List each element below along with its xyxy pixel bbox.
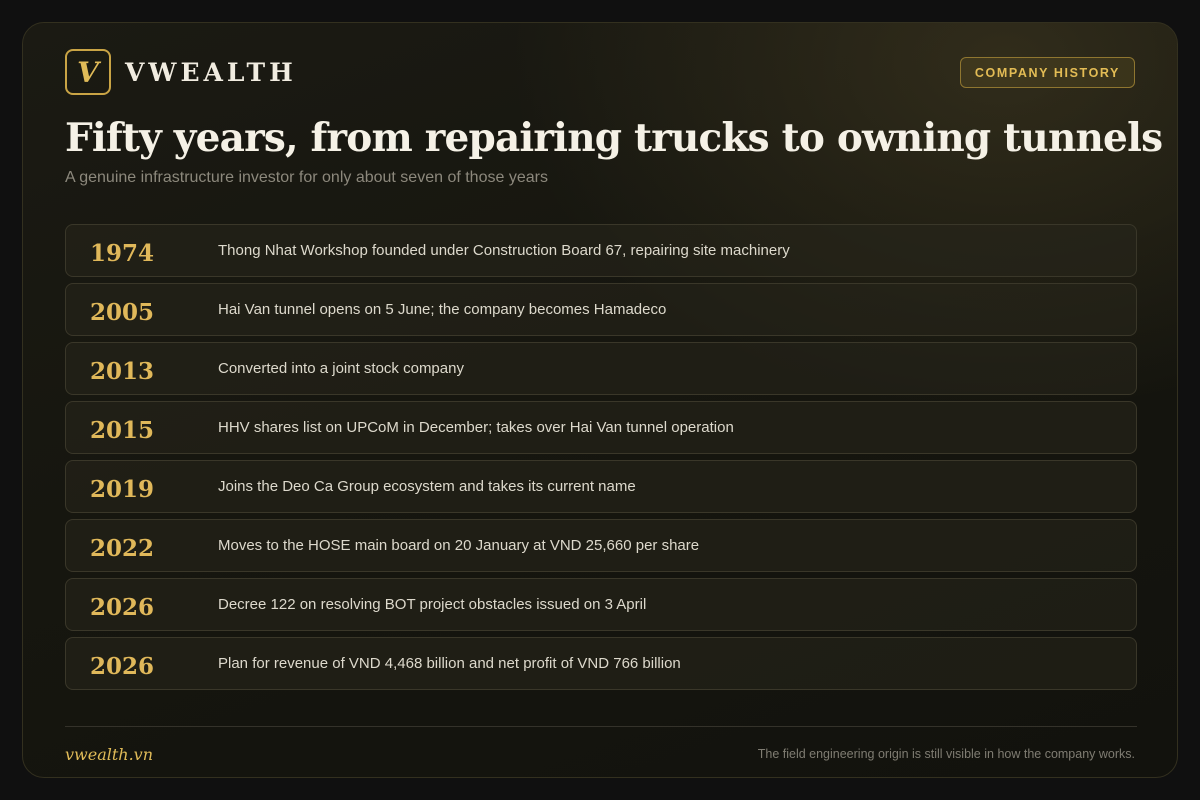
brand-name: VWEALTH: [125, 57, 297, 87]
site-link[interactable]: vwealth.vn: [65, 745, 154, 764]
section-badge: COMPANY HISTORY: [960, 57, 1135, 88]
page-subtitle: A genuine infrastructure investor for only about seven of those years: [65, 169, 548, 186]
brand-logo: [65, 49, 297, 95]
timeline-year: 2026: [90, 653, 155, 680]
timeline-year: 2022: [90, 535, 155, 562]
timeline-year: 2005: [90, 299, 155, 326]
timeline-event: Joins the Deo Ca Group ecosystem and takes its current name: [218, 478, 636, 495]
timeline-row: [65, 342, 1137, 395]
timeline-row: [65, 519, 1137, 572]
history-card: [22, 22, 1178, 778]
page-title: Fifty years, from repairing trucks to owning tunnels: [65, 115, 1163, 161]
timeline-event: Thong Nhat Workshop founded under Construction Board 67, repairing site machinery: [218, 242, 790, 259]
timeline-year: 1974: [90, 240, 155, 267]
timeline-year: 2019: [90, 476, 155, 503]
timeline-row: [65, 637, 1137, 690]
timeline-row: [65, 401, 1137, 454]
timeline-row: [65, 578, 1137, 631]
timeline-year: 2026: [90, 594, 155, 621]
timeline-event: Moves to the HOSE main board on 20 January at VND 25,660 per share: [218, 537, 700, 554]
timeline-year: 2013: [90, 358, 155, 385]
timeline-event: HHV shares list on UPCoM in December; takes over Hai Van tunnel operation: [218, 419, 734, 436]
timeline-row: [65, 460, 1137, 513]
timeline-event: Decree 122 on resolving BOT project obstacles issued on 3 April: [218, 596, 647, 613]
timeline-event: Converted into a joint stock company: [218, 360, 464, 377]
footer-divider: [65, 726, 1137, 727]
footer-note: The field engineering origin is still visible in how the company works.: [757, 747, 1135, 761]
timeline-year: 2015: [90, 417, 155, 444]
timeline-row: [65, 224, 1137, 277]
timeline-event: Hai Van tunnel opens on 5 June; the company becomes Hamadeco: [218, 301, 667, 318]
timeline-row: [65, 283, 1137, 336]
logo-mark-icon: V: [65, 49, 111, 95]
timeline: [65, 224, 1137, 696]
timeline-event: Plan for revenue of VND 4,468 billion and net profit of VND 766 billion: [218, 655, 681, 672]
